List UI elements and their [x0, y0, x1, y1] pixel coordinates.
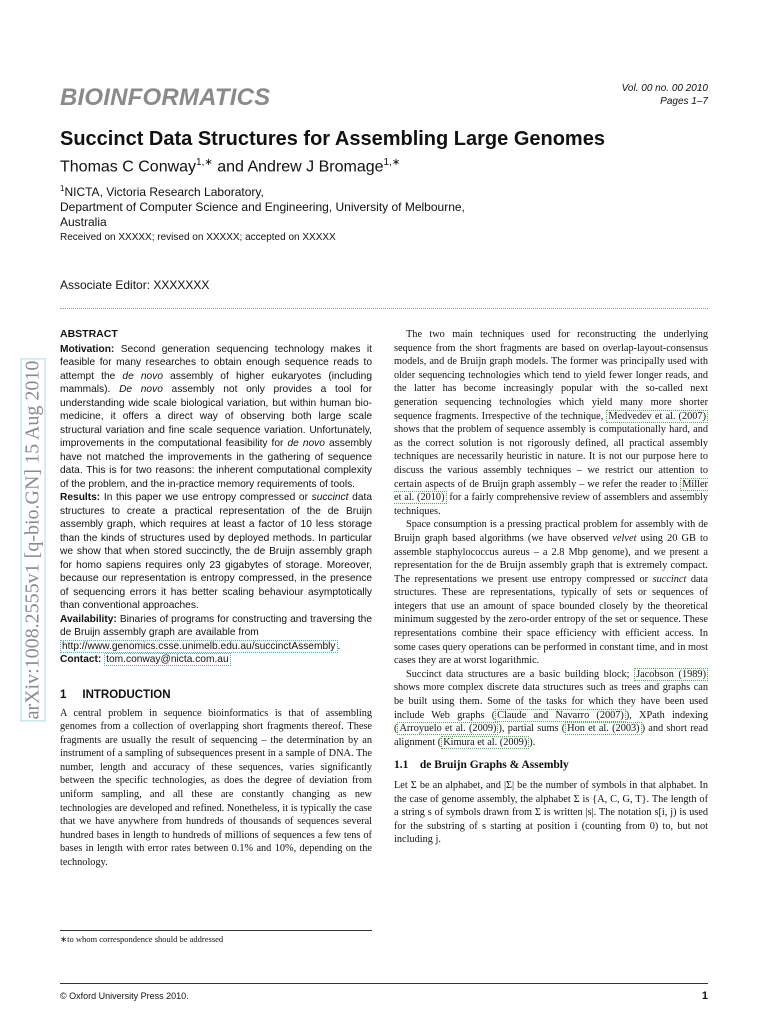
- author-1: Thomas C Conway: [60, 158, 197, 176]
- motivation-text-1: Second generation sequencing technology makes it feasible for many researches to obtain enough sequence reads to attempt the: [60, 343, 372, 382]
- p2-text-a: Space consumption is a pressing practical problem for assembly with de Bruijn graph based algorithms (we have observed: [394, 519, 708, 544]
- copyright: © Oxford University Press 2010.: [60, 991, 189, 1001]
- author-2: Andrew J Bromage: [247, 158, 384, 176]
- availability-label: Availability:: [60, 613, 117, 625]
- abstract-results: [60, 491, 372, 613]
- p3-text-f: ).: [529, 736, 536, 748]
- p2-text-b: using 20 GB to assemble staphylococcus aureus – a 2.8 Mbp genome), and we present a representation for the de Bruijn assembly graph that is extremely compact. The representations we present use entropy compressed or: [394, 532, 708, 585]
- associate-editor: Associate Editor: XXXXXXX: [60, 278, 210, 292]
- availability-text: Binaries of programs for constructing and traversing the de Bruijn assembly graph are available from: [60, 613, 372, 638]
- cite-miller[interactable]: Miller et al. (2010): [394, 478, 708, 504]
- motivation-text-4: assembly have not matched the improvements in the gathering of sequence data. This is for two reasons: the inherent computational complexity of the problem, and the in-practice memory requirements of tools.: [60, 438, 373, 490]
- affiliation-line-1: NICTA, Victoria Research Laboratory,: [64, 185, 264, 199]
- motivation-label: Motivation:: [60, 343, 115, 355]
- abstract-contact: [60, 653, 372, 667]
- footer-rule: [60, 983, 708, 984]
- affiliation: [60, 181, 465, 230]
- p1-text-c: for a fairly comprehensive review of assemblers and assembly techniques.: [394, 492, 708, 517]
- p2-text-c: data structures. These are representations, typically of sets or sequences of integers that use an amount of space bounded closely by the theoretical minimum suggested by the zero-order entropy of the set or sequence. These representations combine their space efficiency with efficient access. In some cases query operations can be performed in constant time, and in most cases they are at worst logarithmic.: [394, 573, 708, 667]
- availability-url-link[interactable]: http://www.genomics.csse.unimelb.edu.au/succinctAssembly: [62, 640, 336, 652]
- paper-title: Succinct Data Structures for Assembling Large Genomes: [60, 128, 605, 150]
- abstract-motivation: [60, 343, 372, 492]
- right-paragraph-4: Let Σ be an alphabet, and |Σ| be the number of symbols in that alphabet. In the case of genome assembly, the alphabet Σ is {A, C, G, T}. The length of a string s of symbols drawn from Σ is written |s|. The notation s[i, j) is used for the substring of s starting at position i (counting from 0) to, but not including j.: [394, 780, 708, 846]
- introduction-text: A central problem in sequence bioinformatics is that of assembling genomes from a collection of overlapping short fragments thereof. These fragments are usually the result of sequencing – the determination by an instrument of a sampling of subsequences present in a sample of DNA. The number, length and accuracy of these sequences, varies significantly between the specific technologies, as does the degree of deviation from uniform sampling, and all these are constantly changing as new technologies are developed and refined. Nonetheless, it is typically the case that we have anywhere from hundreds of thousands of sequences several hundred bases in length to hundreds of millions of sequences a few tens of bases in length with error rates between 0.1% and 10%, depending on the technology.: [60, 707, 372, 869]
- right-column: [394, 328, 708, 847]
- motivation-de-novo-3: de novo: [287, 438, 325, 449]
- motivation-text-2: assembly of higher eukaryotes (including mammals).: [60, 370, 372, 395]
- contact-label: Contact:: [60, 654, 102, 665]
- p1-text-b: shows that the problem of sequence assembly is computationally hard, and as the correct solution is not rigorously defined, all practical assembly techniques are necessarily heuristic in nature. It is not our purpose here to discuss the various assembly techniques – we restrict our attention to certain aspects of de Bruijn graph assembly – we refer the reader to: [394, 424, 708, 490]
- abstract-heading: ABSTRACT: [60, 328, 118, 340]
- cite-medvedev[interactable]: Medvedev et al. (2007): [608, 410, 706, 422]
- authors: [60, 157, 400, 176]
- p3-text-b: shows more complex discrete data structures such as trees and graphs can be built using them. Some of the tasks for which they have been used include Web graphs (: [394, 682, 708, 721]
- results-label: Results:: [60, 492, 101, 503]
- results-text-1: In this paper we use entropy compressed or: [100, 492, 312, 503]
- right-paragraph-1: [394, 328, 708, 518]
- motivation-text-3: assembly not only provides a tool for understanding wide scale biological variation, but within human bio-medicine, it offers a direct way of observing both large scale structural variation and fine scale sequence variation. Unfortunately, improvements in the computational feasibility for: [60, 384, 372, 449]
- subsection-heading: 1.1 de Bruijn Graphs & Assembly: [394, 759, 569, 772]
- affiliation-line-3: Australia: [60, 215, 107, 229]
- cite-arroyuelo[interactable]: Arroyuelo et al. (2009): [399, 723, 497, 735]
- arxiv-id-link[interactable]: arXiv:1008.2555v1 [q-bio.GN] 15 Aug 2010: [21, 360, 44, 720]
- volume-line: Vol. 00 no. 00 2010: [621, 83, 708, 94]
- footnote: ∗to whom correspondence should be addressed: [60, 934, 224, 944]
- results-succinct: succinct: [311, 492, 349, 503]
- right-paragraph-2: [394, 518, 708, 668]
- volume-info: [622, 82, 708, 108]
- right-paragraph-3: [394, 668, 708, 750]
- cite-kimura[interactable]: Kimura et al. (2009): [443, 736, 528, 748]
- p2-velvet: velvet: [612, 532, 637, 544]
- p2-succinct: succinct: [652, 573, 687, 585]
- header-divider: [60, 308, 708, 309]
- arxiv-stamp[interactable]: [22, 300, 44, 780]
- cite-jacobson[interactable]: Jacobson (1989): [636, 668, 707, 680]
- availability-end: .: [337, 640, 341, 652]
- motivation-de-novo: de novo: [122, 370, 163, 382]
- author-2-sup: 1,∗: [383, 157, 401, 168]
- footnote-rule: [60, 930, 372, 931]
- affiliation-sup: 1: [60, 184, 65, 193]
- p1-text-a: The two main techniques used for reconstructing the underlying sequence from the short fragments are based on overlap-layout-consensus models, and de Bruijn graph models. The former was principally used with older sequencing technologies which tend to yield fewer longer reads, and the latter has become increasingly popular with the so-called next generation sequencing technologies which yield many more shorter sequence fragments. Irrespective of the technique,: [394, 329, 708, 422]
- p3-text-e: ) and short read alignment (: [394, 723, 708, 748]
- journal-name: BIOINFORMATICS: [60, 84, 271, 111]
- page-number: 1: [701, 990, 708, 1002]
- motivation-de-novo-2: De novo: [119, 384, 163, 395]
- contact-email-link[interactable]: tom.conway@nicta.com.au: [106, 654, 229, 665]
- p3-text-c: ), XPath indexing (: [394, 709, 708, 735]
- author-1-sup: 1,∗: [196, 157, 213, 168]
- abstract: [60, 328, 372, 667]
- cite-claude-navarro[interactable]: Claude and Navarro (2007): [497, 709, 624, 721]
- author-connector: and: [212, 158, 248, 176]
- received-dates: Received on XXXXX; revised on XXXXX; accepted on XXXXX: [60, 232, 336, 243]
- affiliation-line-2: Department of Computer Science and Engineering, University of Melbourne,: [60, 200, 465, 214]
- results-text-2: data structures to create a practical representation of the de Bruijn assembly graph, which requires at least a factor of 10 less storage than the kinds of structures used by deployed methods. In particular we show that when stored succinctly, the de Bruijn assembly graph for homo sapiens requires only 23 gigabytes of storage. Moreover, because our representation is entropy compressed, in the presence of sequencing errors it has better scaling behaviour asymptotically than conventional approaches.: [60, 492, 372, 611]
- p3-text-a: Succinct data structures are a basic building block;: [406, 668, 635, 680]
- introduction-heading: 1 INTRODUCTION: [60, 688, 171, 701]
- abstract-availability: [60, 613, 372, 654]
- p3-text-d: ), partial sums (: [498, 723, 566, 735]
- cite-hon[interactable]: Hon et al. (2003): [567, 723, 640, 735]
- left-column: [60, 328, 372, 870]
- pages-line: Pages 1–7: [660, 96, 708, 107]
